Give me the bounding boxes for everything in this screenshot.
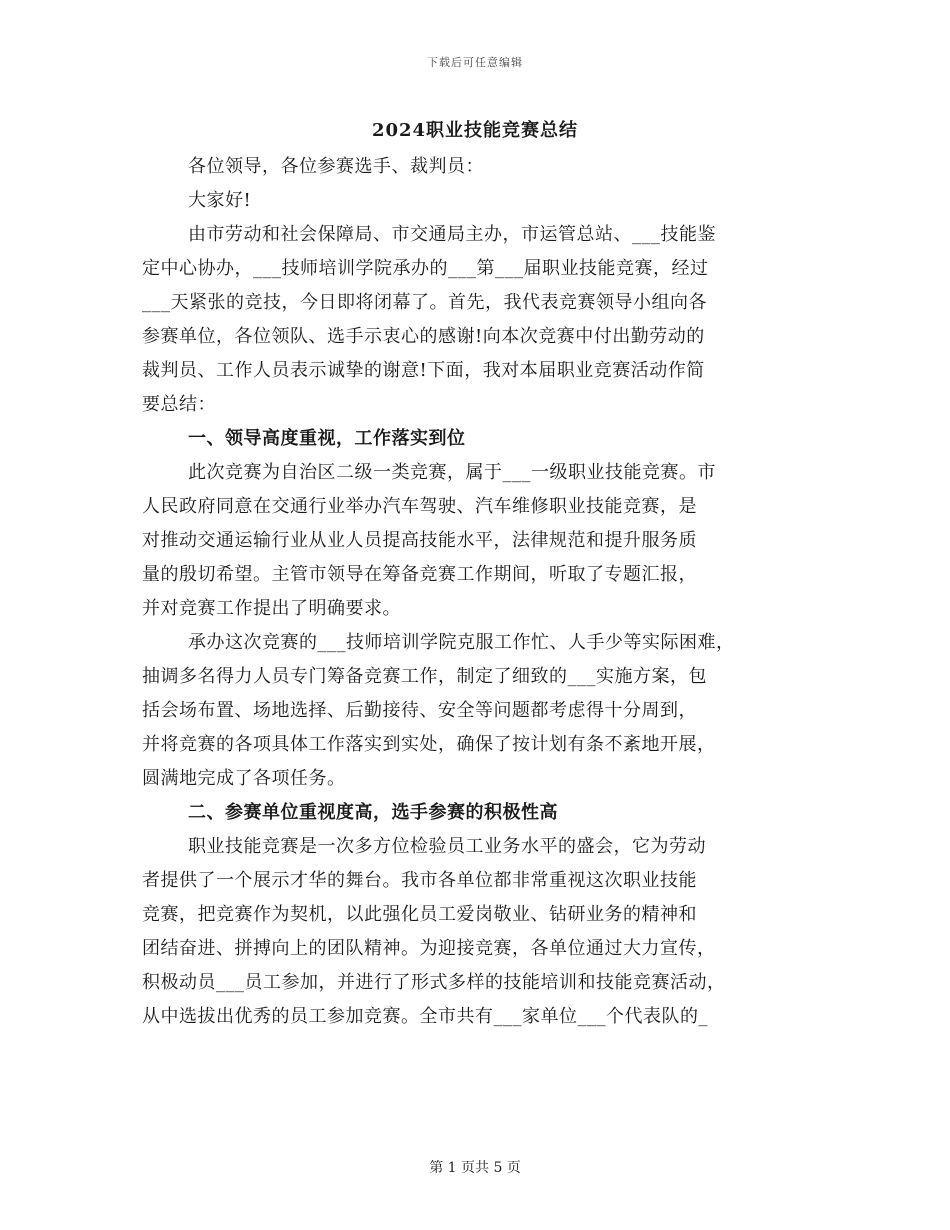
paragraph-line: 并对竞赛工作提出了明确要求。 [142, 598, 401, 619]
paragraph-line: ___天紧张的竞技，今日即将闭幕了。首先，我代表竞赛领导小组向各 [142, 292, 707, 313]
paragraph-line: 并将竞赛的各项具体工作落实到实处，确保了按计划有条不紊地开展， [142, 734, 716, 755]
paragraph-line: 此次竞赛为自治区二级一类竞赛，属于___一级职业技能竞赛。市 [188, 462, 716, 483]
paragraph-line: 职业技能竞赛是一次多方位检验员工业务水平的盛会，它为劳动 [188, 836, 706, 857]
paragraph-line: 积极动员___员工参加，并进行了形式多样的技能培训和技能竞赛活动， [142, 972, 726, 993]
paragraph-line: 对推动交通运输行业从业人员提高技能水平，法律规范和提升服务质 [142, 530, 697, 551]
paragraph-line: 圆满地完成了各项任务。 [142, 768, 346, 789]
header-note: 下载后可任意编辑 [427, 56, 523, 69]
paragraph-line: 团结奋进、拼搏向上的团队精神。为迎接竞赛，各单位通过大力宣传， [142, 938, 716, 959]
paragraph-line: 由市劳动和社会保障局、市交通局主办，市运管总站、___技能鉴 [188, 224, 716, 245]
paragraph-line: 量的殷切希望。主管市领导在筹备竞赛工作期间，听取了专题汇报， [142, 564, 697, 585]
page-number: 第 1 页共 5 页 [429, 1160, 521, 1176]
section-heading: 一、领导高度重视，工作落实到位 [188, 428, 466, 449]
paragraph-line: 抽调多名得力人员专门筹备竞赛工作，制定了细致的___实施方案，包 [142, 666, 707, 687]
paragraph-line: 括会场布置、场地选择、后勤接待、安全等问题都考虑得十分周到， [142, 700, 697, 721]
paragraph-line: 裁判员、工作人员表示诚挚的谢意!下面，我对本届职业竞赛活动作简 [142, 360, 705, 381]
section-heading: 二、参赛单位重视度高，选手参赛的积极性高 [188, 802, 558, 823]
document-title: 2024职业技能竞赛总结 [371, 120, 579, 141]
paragraph-line: 承办这次竞赛的___技师培训学院克服工作忙、人手少等实际困难， [188, 632, 735, 653]
paragraph-line: 要总结： [142, 394, 216, 415]
paragraph-line: 从中选拔出优秀的员工参加竞赛。全市共有___家单位___个代表队的_ [142, 1006, 708, 1027]
paragraph-line: 定中心协办，___技师培训学院承办的___第___届职业技能竞赛，经过 [142, 258, 709, 279]
paragraph-line: 参赛单位，各位领队、选手示衷心的感谢!向本次竞赛中付出勤劳动的 [142, 326, 705, 347]
paragraph-line: 人民政府同意在交通行业举办汽车驾驶、汽车维修职业技能竞赛，是 [142, 496, 697, 517]
document-body [142, 150, 804, 1034]
paragraph-line: 者提供了一个展示才华的舞台。我市各单位都非常重视这次职业技能 [142, 870, 697, 891]
paragraph-line: 各位领导，各位参赛选手、裁判员： [188, 156, 484, 177]
paragraph-line: 竞赛，把竞赛作为契机，以此强化员工爱岗敬业、钻研业务的精神和 [142, 904, 697, 925]
paragraph-line: 大家好! [188, 190, 252, 211]
